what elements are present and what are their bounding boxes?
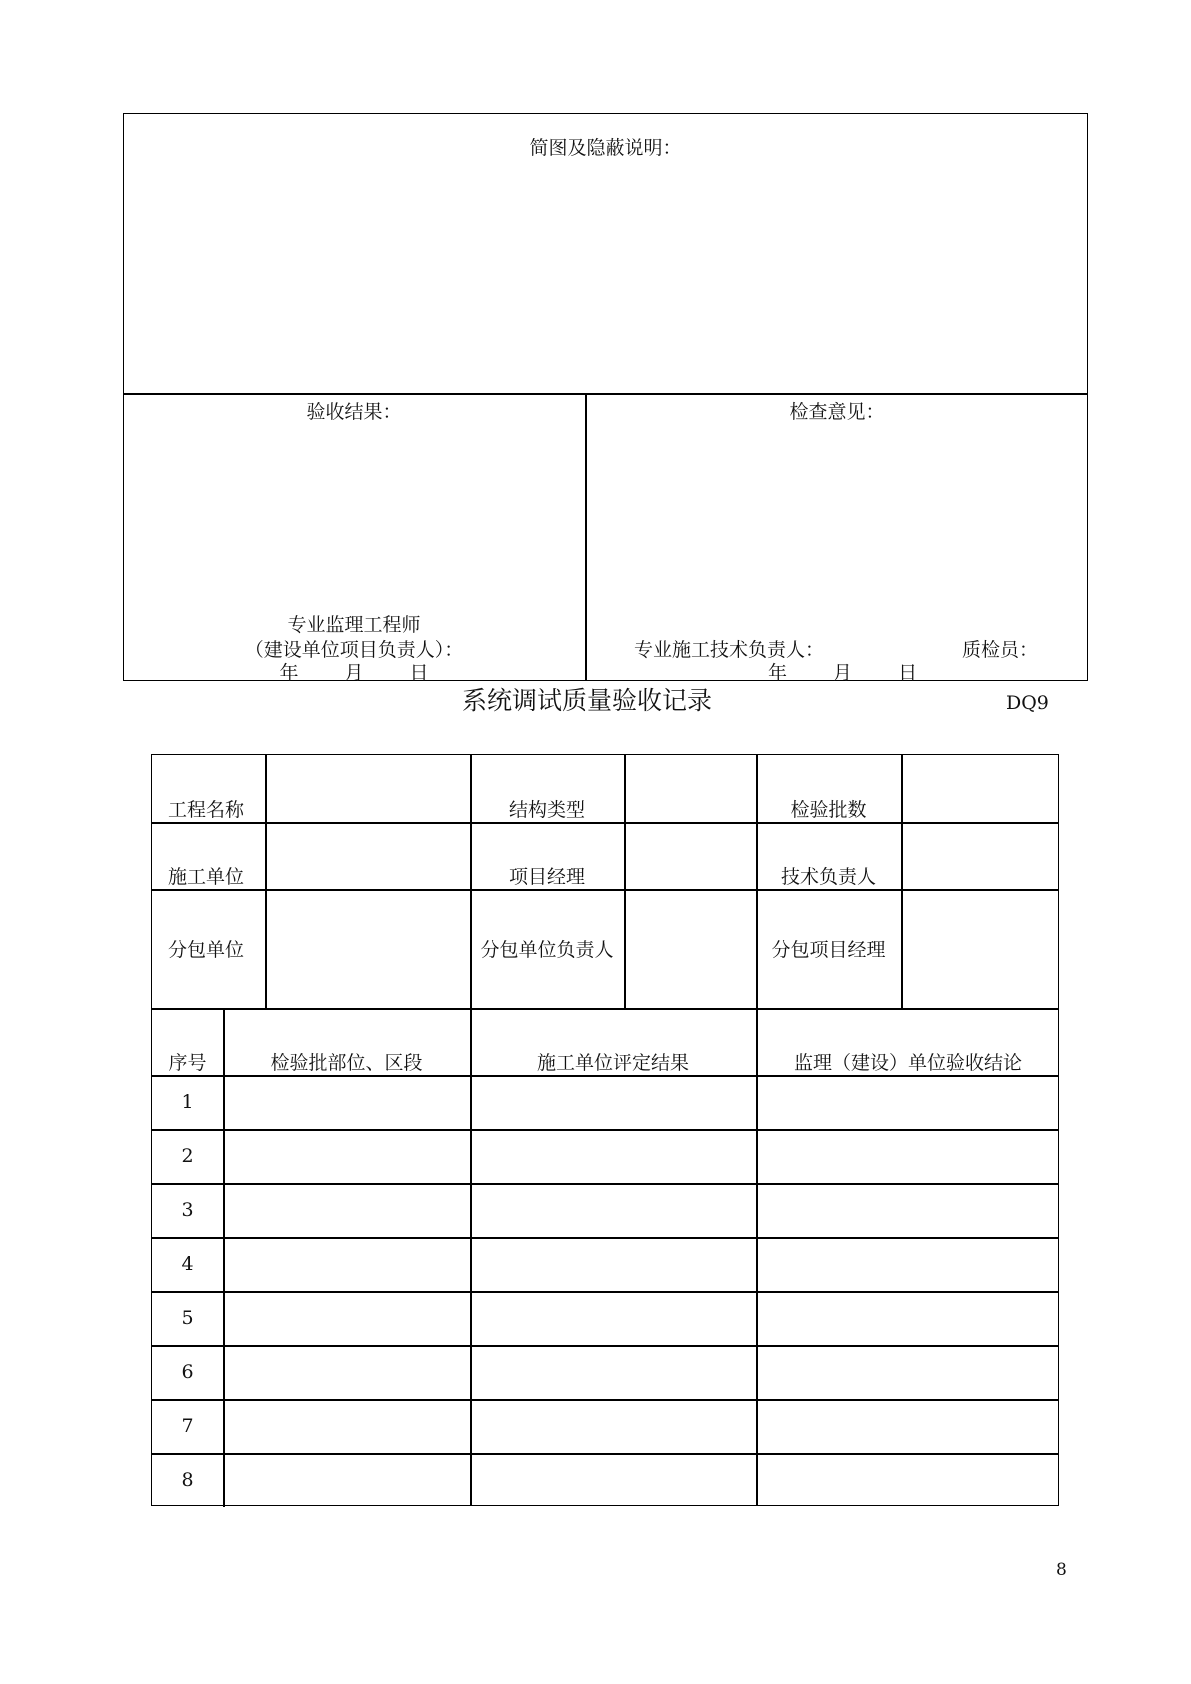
top-divider-v <box>585 393 587 681</box>
row-number: 5 <box>181 1307 194 1329</box>
row-line <box>152 1008 1058 1010</box>
row-line <box>152 1453 1058 1455</box>
col-header-location: 检验批部位、区段 <box>270 1052 423 1074</box>
top-divider-h <box>123 393 1088 395</box>
quality-inspector-label: 质检员： <box>962 639 1039 661</box>
col-line <box>624 755 626 1008</box>
construction-date: 年 月 日 <box>768 662 918 684</box>
row-line <box>152 1345 1058 1347</box>
construction-unit-label: 施工单位 <box>168 866 245 888</box>
form-title: 系统调试质量验收记录 <box>462 686 713 715</box>
row-number: 3 <box>181 1199 194 1221</box>
row-number: 2 <box>181 1145 194 1167</box>
col-header-construction-result: 施工单位评定结果 <box>536 1052 689 1074</box>
structure-type-label: 结构类型 <box>508 799 585 821</box>
row-line <box>152 1399 1058 1401</box>
row-line <box>152 1237 1058 1239</box>
acceptance-table <box>151 754 1059 1506</box>
construction-tech-label: 专业施工技术负责人： <box>634 639 825 661</box>
col-header-seq: 序号 <box>168 1052 207 1074</box>
col-line <box>901 755 903 1008</box>
opinion-label: 检查意见： <box>789 401 885 423</box>
row-line <box>152 1183 1058 1185</box>
subcontract-lead-label: 分包单位负责人 <box>480 939 614 961</box>
subcontract-pm-label: 分包项目经理 <box>771 939 886 961</box>
tech-lead-label: 技术负责人 <box>780 866 876 888</box>
form-code: DQ9 <box>1006 692 1049 714</box>
result-label: 验收结果： <box>306 401 402 423</box>
row-number: 6 <box>181 1361 194 1383</box>
project-manager-label: 项目经理 <box>508 866 585 888</box>
row-number: 7 <box>181 1415 194 1437</box>
col-header-supervision-conclusion: 监理（建设）单位验收结论 <box>793 1052 1022 1074</box>
subcontract-unit-label: 分包单位 <box>168 939 245 961</box>
col-line <box>265 755 267 1008</box>
supervisor-title: 专业监理工程师 <box>287 614 421 636</box>
row-line <box>152 1291 1058 1293</box>
supervisor-subtitle: （建设单位项目负责人）： <box>244 639 464 661</box>
row-line <box>152 1129 1058 1131</box>
row-number: 4 <box>181 1253 194 1275</box>
row-number: 8 <box>181 1469 194 1491</box>
row-number: 1 <box>181 1091 194 1113</box>
supervisor-date: 年 月 日 <box>279 662 429 684</box>
project-name-label: 工程名称 <box>168 799 245 821</box>
batch-count-label: 检验批数 <box>790 799 867 821</box>
sketch-label: 简图及隐蔽说明： <box>529 137 682 159</box>
page-number: 8 <box>1056 1560 1067 1580</box>
